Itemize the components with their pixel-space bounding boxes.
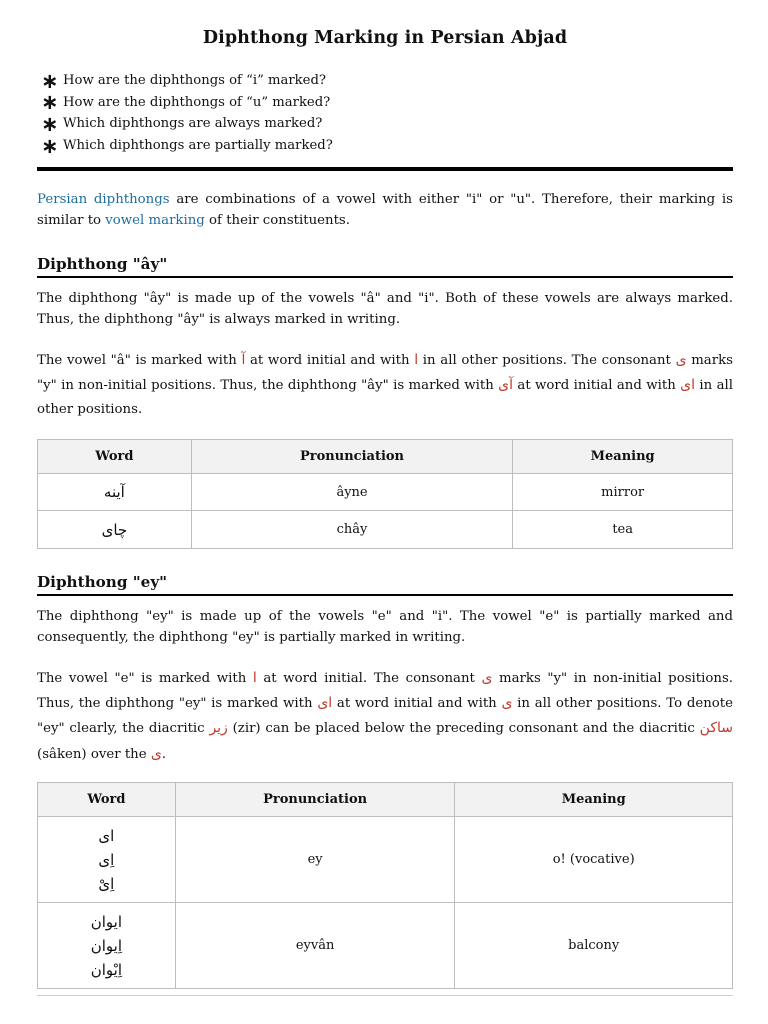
ey-paragraph-2: The vowel "e" is marked with ا at word initial. The consonant ی marks "y" in non-initial positions. Thus, the diphthong "ey" is marked with ای at word initial and with ی in all other positions. To denote "ey" clearly, the diacritic زیر (zir) can be placed below the preceding consonant and the diacritic ساکن (sâken) over the ی. (37, 670, 733, 762)
persian-glyph: آی (498, 377, 514, 394)
vowel-marking-link[interactable]: vowel marking (105, 213, 205, 229)
page-title: Diphthong Marking in Persian Abjad (202, 28, 568, 48)
asterisk-icon: ∗ (41, 68, 59, 93)
persian-glyph: ی (150, 745, 162, 762)
asterisk-icon: ∗ (41, 111, 59, 136)
intro-paragraph: Persian diphthongs are combinations of a vowel with either "i" or "u". Therefore, their marking is similar to vowel marking of their constituents. (37, 192, 733, 229)
question-item: ∗ Which diphthongs are always marked? (41, 111, 323, 136)
section-heading-ay: Diphthong "ây" (37, 255, 733, 278)
pronunciation-cell: ey (175, 817, 455, 903)
table-row (38, 903, 733, 989)
persian-glyph: ا (252, 670, 257, 686)
persian-glyph: ی (501, 695, 513, 712)
persian-glyph: ا (414, 352, 419, 368)
question-item: ∗ How are the diphthongs of “i” marked? (41, 68, 326, 93)
persian-glyph: زیر (209, 720, 228, 737)
persian-glyph: ساکن (699, 720, 733, 737)
ay-paragraph-2: The vowel "â" is marked with آ at word initial and with ا in all other positions. The consonant ی marks "y" in non-initial positions. Thus, the diphthong "ây" is marked with آی at word initial and with ای in all other positions. (37, 352, 734, 418)
word-cell: ای اِی اِیْ (38, 817, 176, 903)
pronunciation-cell: chây (191, 511, 513, 549)
section-heading-ey: Diphthong "ey" (37, 573, 733, 596)
column-header: Meaning (455, 783, 733, 817)
column-header: Pronunciation (175, 783, 455, 817)
table-row (38, 511, 733, 549)
ey-word-table (37, 782, 733, 989)
persian-glyph: ای (680, 377, 696, 394)
column-header: Pronunciation (191, 440, 513, 474)
persian-glyph: آ (241, 352, 246, 368)
asterisk-icon: ∗ (41, 90, 59, 115)
meaning-cell: mirror (513, 474, 733, 511)
question-item: ∗ How are the diphthongs of “u” marked? (41, 90, 331, 115)
column-header: Meaning (513, 440, 733, 474)
pronunciation-cell: eyvân (175, 903, 455, 989)
table-row (38, 474, 733, 511)
persian-glyph: ی (481, 670, 493, 686)
column-header: Word (38, 783, 176, 817)
question-list (41, 70, 333, 156)
persian-diphthongs-link[interactable]: Persian diphthongs (37, 192, 170, 207)
meaning-cell: o! (vocative) (455, 817, 733, 903)
word-cell: چای (38, 511, 192, 549)
asterisk-icon: ∗ (41, 133, 59, 158)
footer-divider (37, 995, 733, 996)
header-divider (37, 167, 733, 171)
column-header: Word (38, 440, 192, 474)
meaning-cell: balcony (455, 903, 733, 989)
word-cell: آینه (38, 474, 192, 511)
table-row (38, 817, 733, 903)
persian-glyph: ای (317, 695, 333, 712)
meaning-cell: tea (513, 511, 733, 549)
ay-word-table (37, 439, 733, 549)
persian-glyph: ی (675, 352, 687, 368)
word-cell: ایوان اِیوان اِیْوان (38, 903, 176, 989)
ey-paragraph-1: The diphthong "ey" is made up of the vowels "e" and "i". The vowel "e" is partially marked and consequently, the diphthong "ey" is partially marked in writing. (37, 609, 733, 646)
ay-paragraph-1: The diphthong "ây" is made up of the vowels "â" and "i". Both of these vowels are always marked. Thus, the diphthong "ây" is always marked in writing. (37, 291, 733, 328)
question-item: ∗ Which diphthongs are partially marked? (41, 133, 333, 158)
pronunciation-cell: âyne (191, 474, 513, 511)
